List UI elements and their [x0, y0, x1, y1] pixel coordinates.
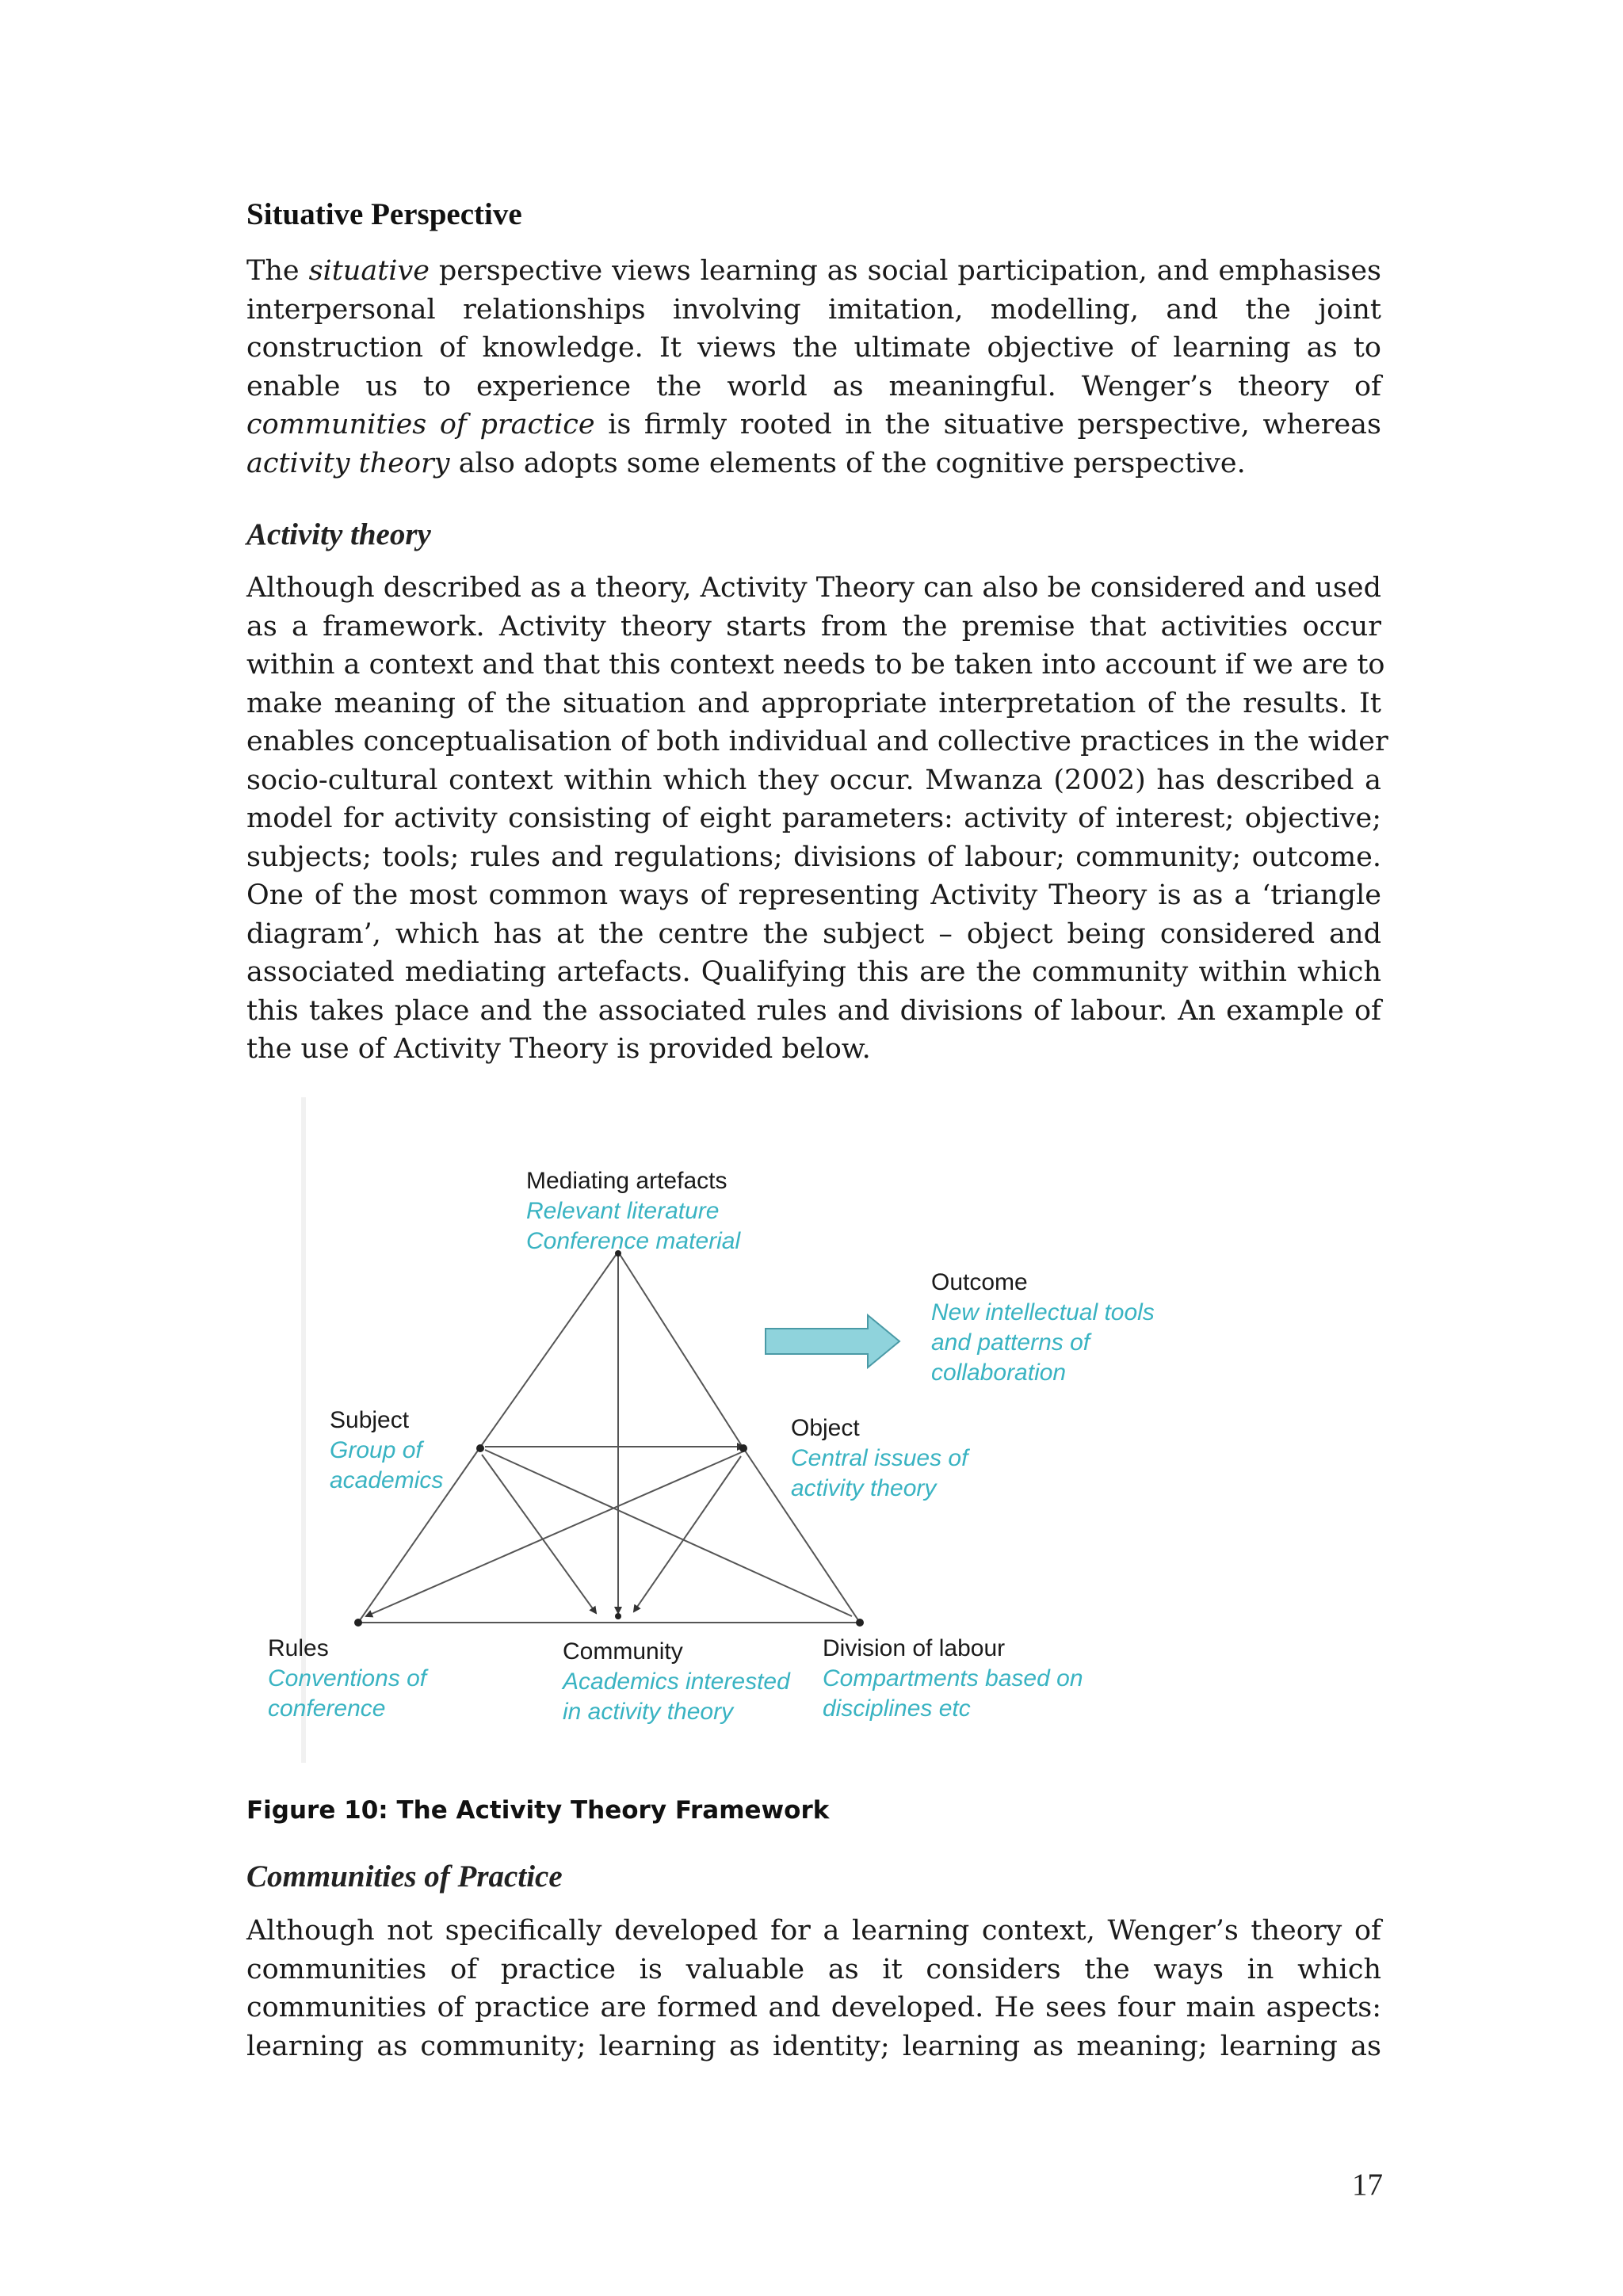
- edge-object-division: [743, 1448, 860, 1623]
- mediating-artefacts-line: Relevant literature: [526, 1198, 720, 1224]
- paragraph-line: subjects; tools; rules and regulations; divisions of labour; community; outcome.: [246, 841, 1381, 873]
- subject-line: academics: [330, 1467, 444, 1493]
- paragraph-line: as a framework. Activity theory starts from the premise that activities occur: [246, 610, 1381, 643]
- triangle-connections: [358, 1252, 860, 1623]
- subject-line: Group of: [330, 1437, 422, 1463]
- edge-subject-community: [482, 1455, 596, 1613]
- paragraph-line: socio-cultural context within which they occur. Mwanza (2002) has described a: [246, 764, 1381, 796]
- paragraph-line: communities of practice is firmly rooted in the situative perspective, whereas: [246, 409, 1381, 441]
- paragraph-line: enables conceptualisation of both individual and collective practices in the wider: [246, 726, 1388, 757]
- page-number: 17: [1352, 2168, 1383, 2202]
- division-of-labour-line: Compartments based on: [823, 1665, 1083, 1691]
- outcome-title: Outcome: [931, 1269, 1028, 1295]
- rules-title: Rules: [268, 1635, 329, 1661]
- paragraph-line: learning as community; learning as identity; learning as meaning; learning as: [246, 2030, 1381, 2062]
- paragraph-line: One of the most common ways of representing Activity Theory is as a ‘triangle: [246, 879, 1381, 911]
- division-of-labour-line: disciplines etc: [823, 1695, 971, 1722]
- section-heading: Situative Perspective: [246, 197, 522, 231]
- object-line: activity theory: [791, 1475, 937, 1501]
- paragraph-line: interpersonal relationships involving imitation, modelling, and the joint: [246, 293, 1381, 326]
- community-title: Community: [563, 1638, 683, 1665]
- mediating-artefacts-line: Conference material: [526, 1228, 741, 1254]
- subject-title: Subject: [330, 1407, 410, 1433]
- community-line: Academics interested: [563, 1669, 790, 1695]
- paragraph-line: The situative perspective views learning as social participation, and emphasises: [246, 255, 1381, 287]
- community-line: in activity theory: [563, 1699, 734, 1725]
- node-dots: [354, 1250, 864, 1627]
- figure-caption: Figure 10: The Activity Theory Framework: [246, 1796, 830, 1825]
- paragraph-line: communities of practice is valuable as it considers the ways in which: [246, 1953, 1381, 1985]
- edge-mediating-subject: [479, 1252, 618, 1448]
- paragraph-line: associated mediating artefacts. Qualifying this are the community within which: [246, 956, 1381, 988]
- mediating-artefacts-title: Mediating artefacts: [526, 1168, 727, 1194]
- paragraph-line: within a context and that this context needs to be taken into account if we are to: [246, 649, 1385, 681]
- paragraph-line: diagram’, which has at the centre the subject – object being considered and: [246, 917, 1381, 950]
- activity-theory-heading: Activity theory: [246, 517, 431, 551]
- rules-line: conference: [268, 1695, 386, 1722]
- outcome-line: collaboration: [931, 1360, 1067, 1386]
- paragraph-line: construction of knowledge. It views the ultimate objective of learning as to: [246, 332, 1381, 364]
- paragraph-line: enable us to experience the world as meaningful. Wenger’s theory of: [246, 370, 1381, 402]
- communities-paragraph: [246, 1912, 1381, 2065]
- paragraph-line: communities of practice are formed and developed. He sees four main aspects:: [246, 1992, 1381, 2023]
- outcome-line: and patterns of: [931, 1329, 1090, 1356]
- paragraph-line: this takes place and the associated rules and divisions of labour. An example of: [246, 994, 1381, 1027]
- object-line: Central issues of: [791, 1445, 968, 1471]
- object-title: Object: [791, 1415, 860, 1441]
- rules-line: Conventions of: [268, 1665, 427, 1691]
- division-of-labour-title: Division of labour: [823, 1635, 1006, 1661]
- edge-mediating-object: [618, 1252, 743, 1448]
- paragraph-line: the use of Activity Theory is provided below.: [246, 1033, 871, 1065]
- paragraph-line: model for activity consisting of eight parameters: activity of interest; objective;: [246, 803, 1381, 834]
- outcome-arrow-icon: [766, 1315, 899, 1367]
- outcome-line: New intellectual tools: [931, 1299, 1155, 1325]
- communities-heading: Communities of Practice: [246, 1859, 563, 1894]
- paragraph-line: Although not specifically developed for a learning context, Wenger’s theory of: [246, 1915, 1381, 1947]
- paragraph-line: activity theory also adopts some elements of the cognitive perspective.: [246, 447, 1246, 479]
- paragraph-line: Although described as a theory, Activity Theory can also be considered and used: [246, 572, 1381, 604]
- edge-object-community: [634, 1456, 741, 1611]
- paragraph-line: make meaning of the situation and appropriate interpretation of the results. It: [246, 687, 1381, 719]
